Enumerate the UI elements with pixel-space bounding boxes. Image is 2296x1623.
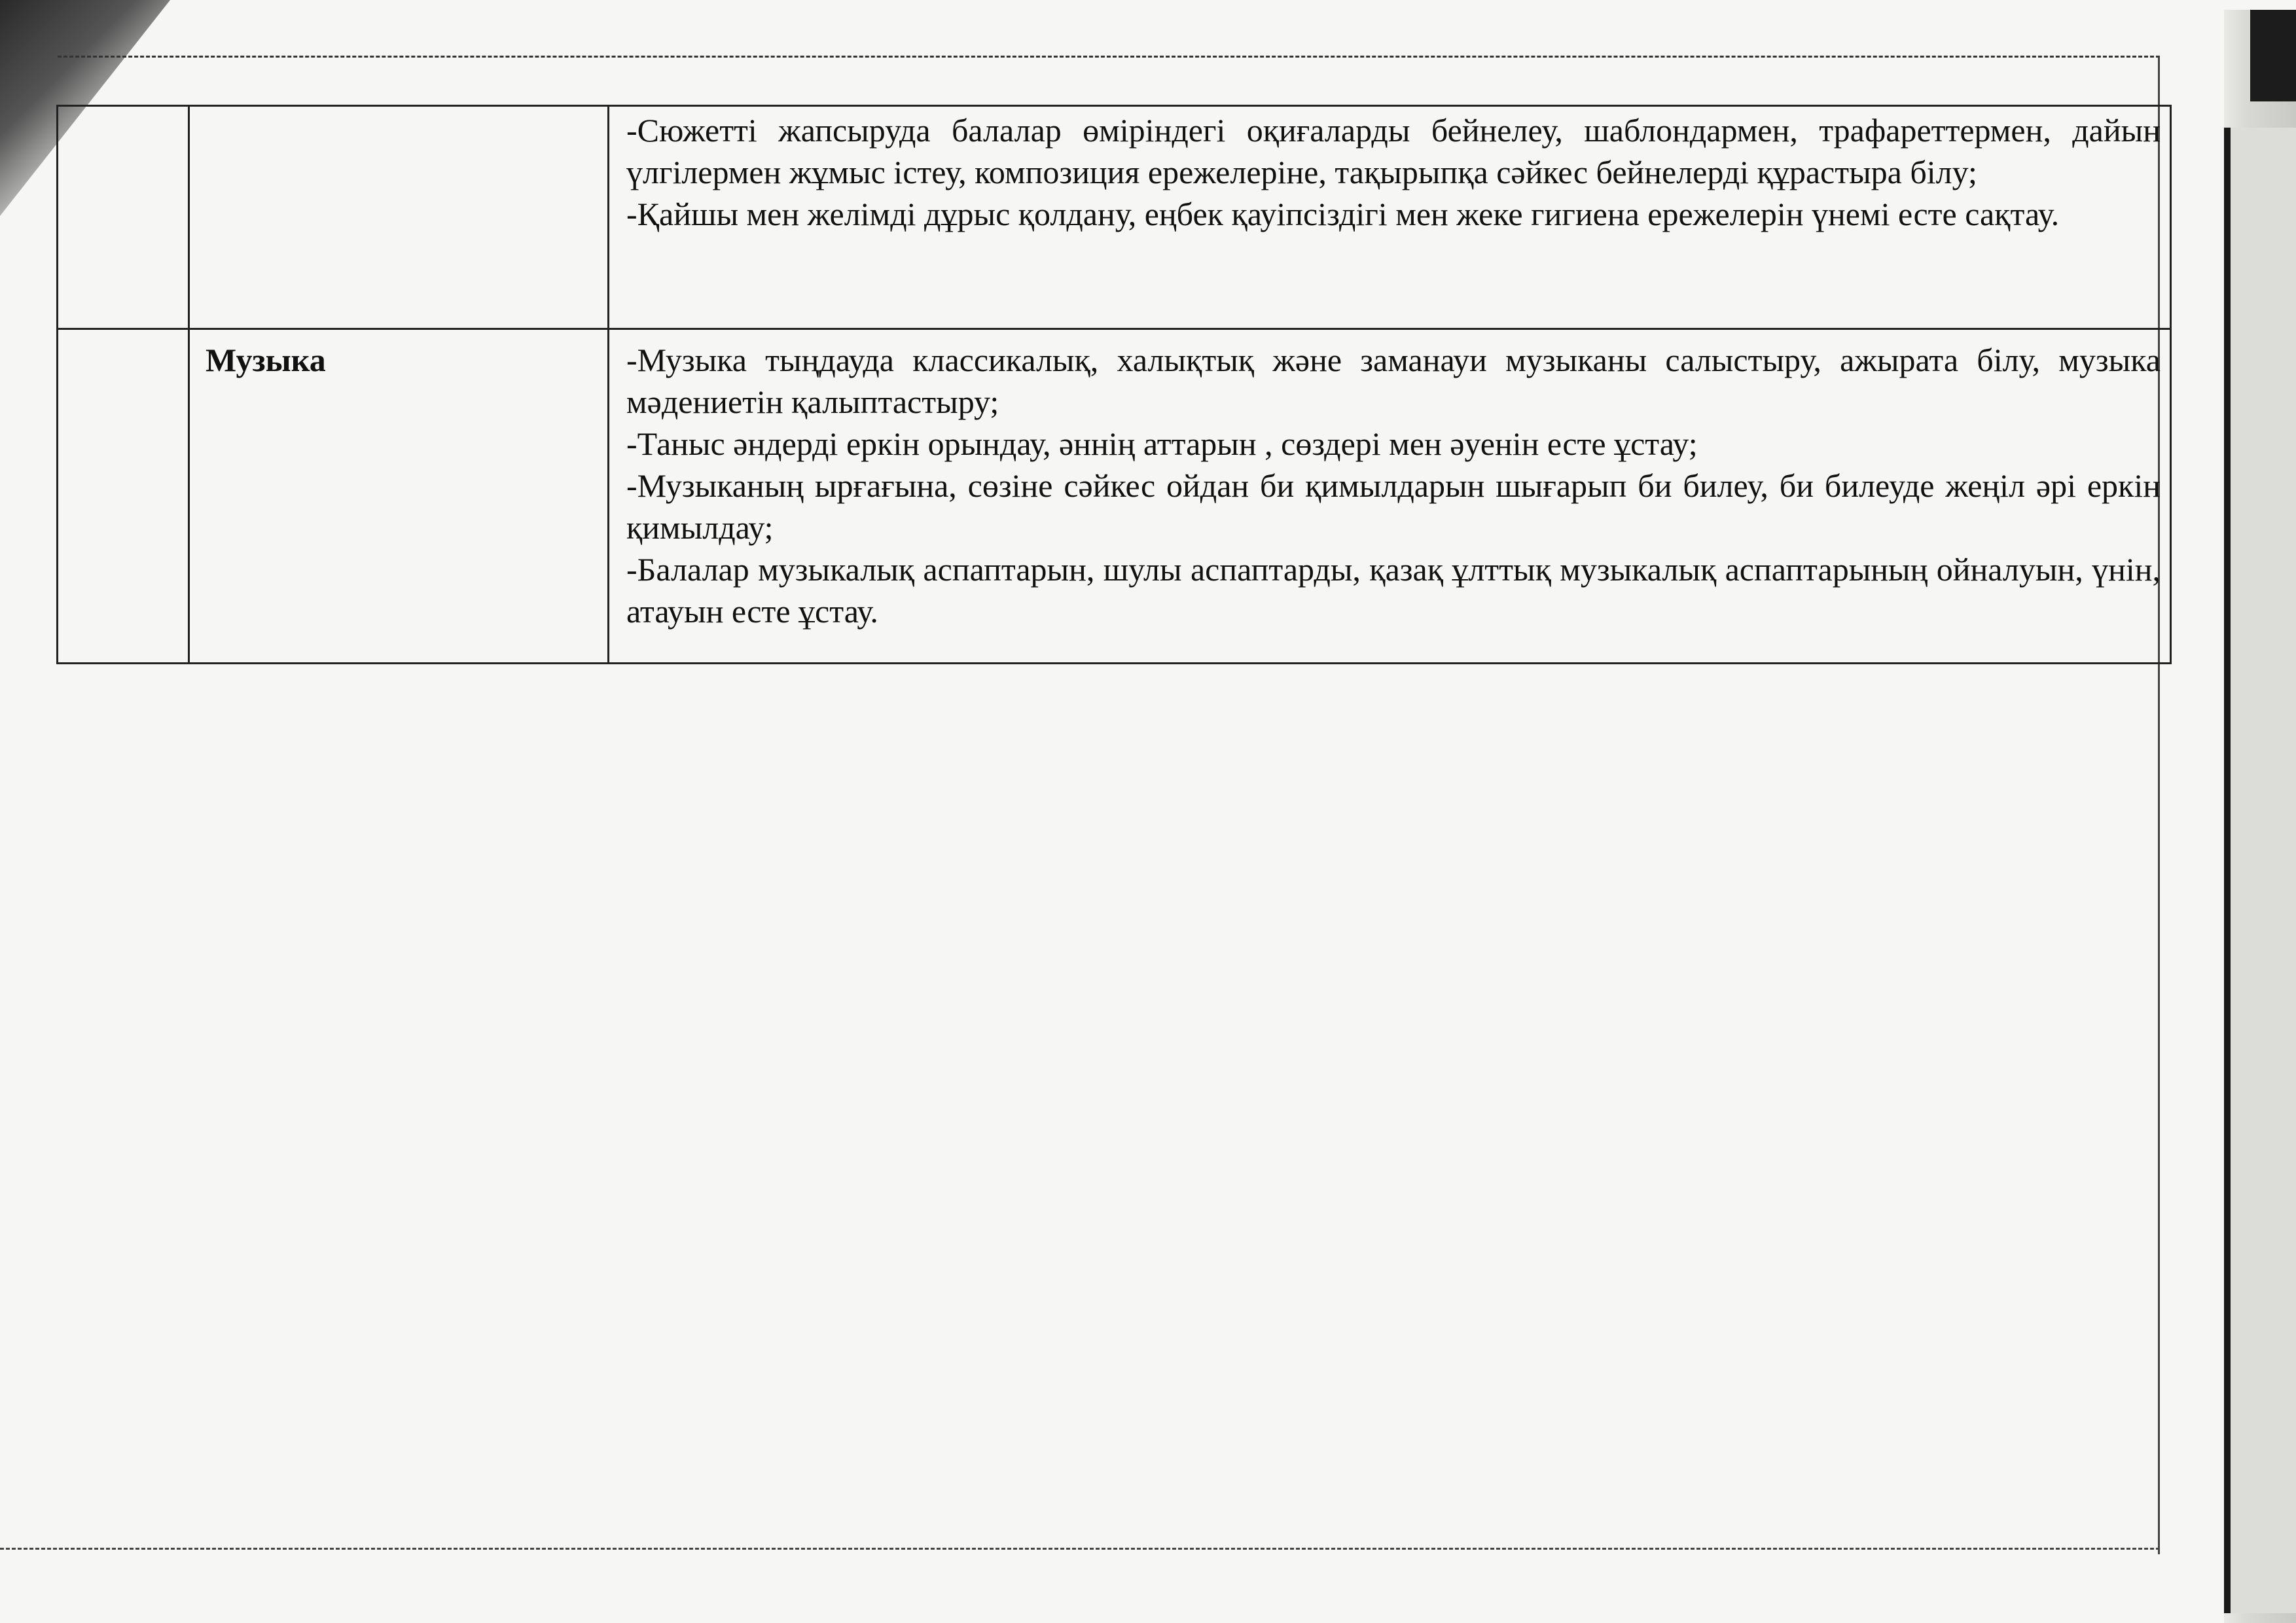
objective-item: -Музыканың ырғағына, сөзіне сәйкес ойдан би қимылдарын шығарып би билеу, би билеуде жеңіл әрі еркін қимылдау;: [626, 467, 2161, 546]
objectives-list: [609, 330, 2170, 636]
objective-item: -Таныс әндерді еркін орындау, әннің аттарын , сөздері мен әуенін есте ұстау;: [626, 425, 1698, 462]
objectives-cell: [609, 106, 2171, 329]
objectives-list: [609, 107, 2170, 239]
objective-item: -Балалар музыкалық аспаптарын, шулы аспаптарды, қазақ ұлттық музыкалық аспаптарының ойналуын, үнін, атауын есте ұстау.: [626, 551, 2161, 630]
objective-item: -Сюжетті жапсыруда балалар өміріндегі оқиғаларды бейнелеу, шаблондармен, трафареттермен, дайын үлгілермен жұмыс істеу, композиция ережелеріне, тақырыпқа сәйкес бейнелерді құрастыра білу;: [626, 112, 2161, 190]
content-table: [56, 105, 2172, 664]
table-row: [58, 329, 2171, 664]
objectives-cell: [609, 329, 2171, 664]
page-frame-bottom: [0, 1548, 2160, 1550]
subject-cell: [189, 106, 609, 329]
subject-label: Музыка: [206, 342, 326, 378]
number-cell: [58, 106, 189, 329]
scan-right-bar: [2224, 128, 2296, 1613]
subject-cell: [189, 329, 609, 664]
scan-right-edge-dark: [2250, 10, 2296, 101]
subject-label: [190, 107, 607, 116]
objective-item: -Қайшы мен желімді дұрыс қолдану, еңбек қауіпсіздігі мен жеке гигиена ережелерін үнемі есте сақтау.: [626, 196, 2060, 232]
number-cell: [58, 329, 189, 664]
objective-item: -Музыка тыңдауда классикалық, халықтық және заманауи музыканы салыстыру, ажырата білу, музыка мәдениетін қалыптастыру;: [626, 342, 2161, 420]
table-row: [58, 106, 2171, 329]
